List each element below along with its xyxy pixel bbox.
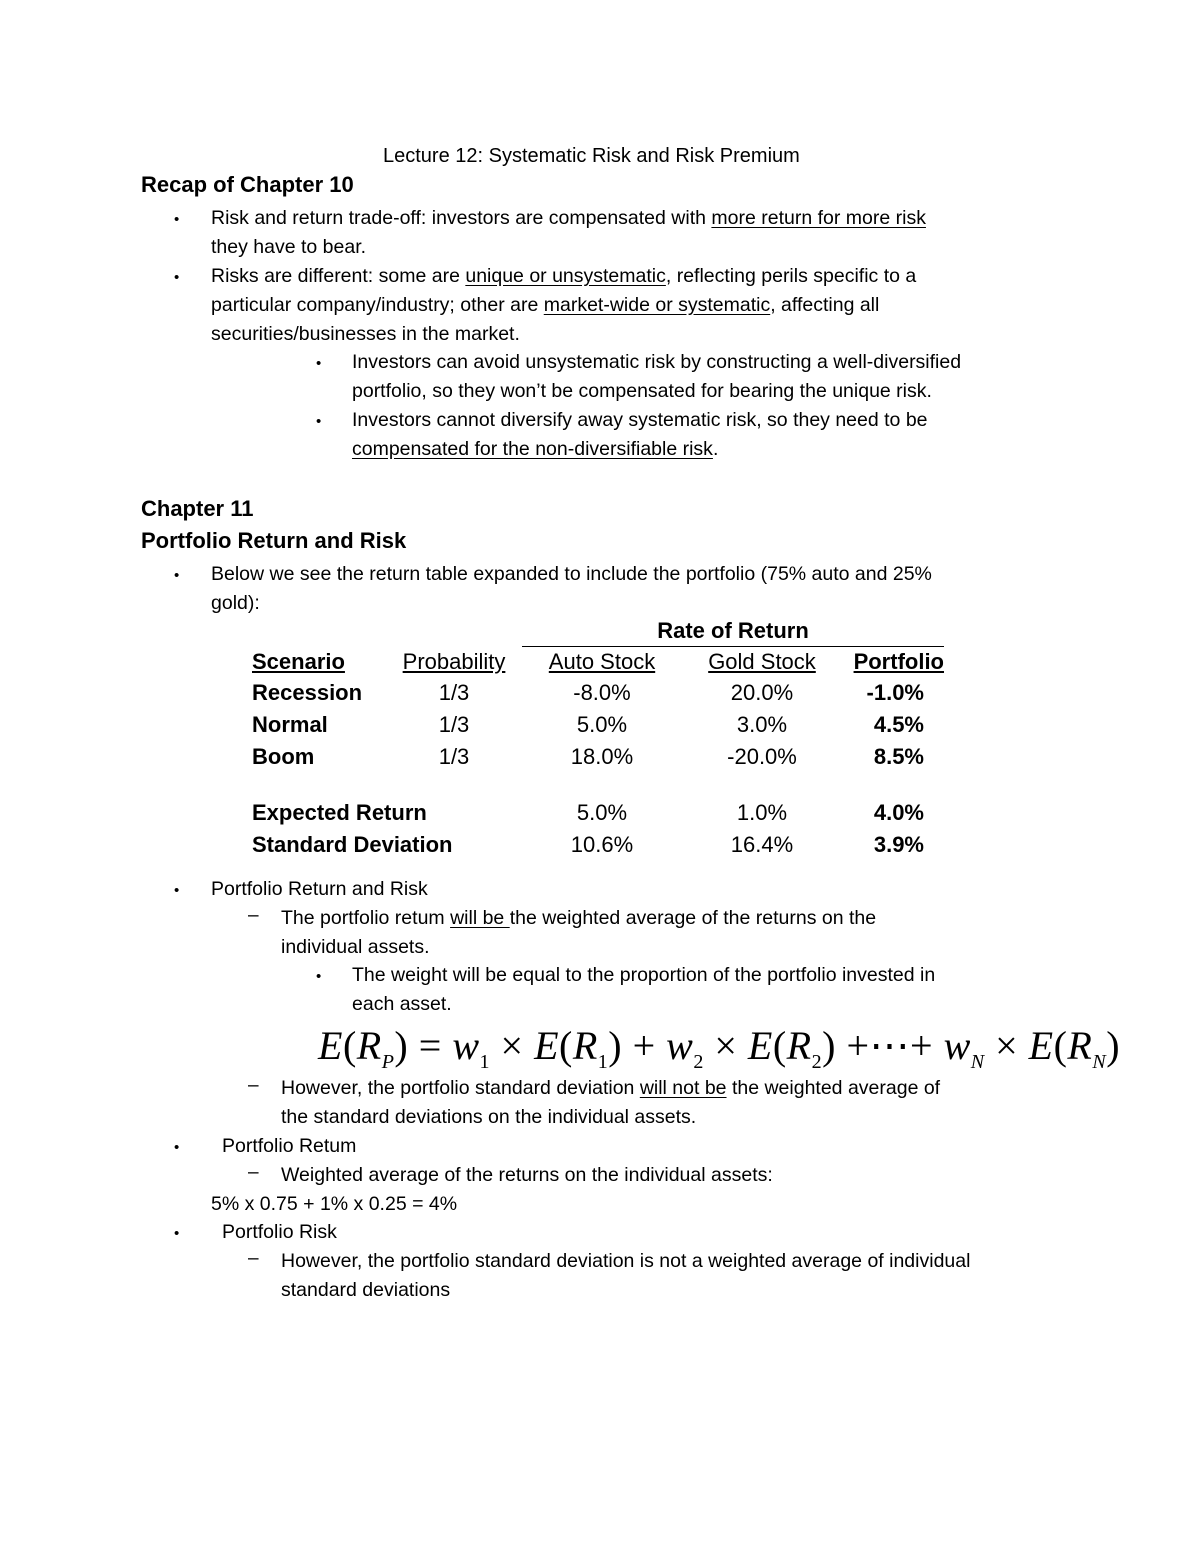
bullet-icon: • [174,567,180,584]
bullet-icon: • [174,269,180,286]
chapter-heading: Chapter 11 [141,496,254,521]
cell-gold: 1.0% [736,800,788,825]
dash-icon: – [248,1075,259,1096]
prr-sub-line-2: each asset. [352,993,452,1015]
cell-portfolio: 4.5% [873,712,924,737]
table-row [252,709,944,741]
intro-line-2: gold): [211,592,260,614]
header-auto-stock: Auto Stock [548,649,656,674]
prisk-dash-line-1: However, the portfolio standard deviation is not a weighted average of individual [281,1250,971,1272]
cell-probability: 1/3 [438,744,470,769]
cell-summary-label: Standard Deviation [252,832,453,857]
bullet-icon: • [316,355,322,372]
cell-summary-label: Expected Return [252,800,427,825]
recap-sub-bullet-1-line-2: portfolio, so they won’t be compensated for bearing the unique risk. [352,380,932,402]
bullet-icon: • [174,1139,180,1156]
table-row [252,829,944,861]
cell-probability: 1/3 [438,712,470,737]
prisk-label: Portfolio Risk [222,1221,337,1243]
bullet-icon: • [174,882,180,899]
pret-label: Portfolio Retum [222,1135,357,1157]
cell-auto: 5.0% [576,712,628,737]
cell-auto: -8.0% [573,680,631,705]
cell-portfolio: 3.9% [873,832,924,857]
table-row [252,797,944,829]
recap-bullet-1-line-2: they have to bear. [211,236,367,258]
recap-bullet-2-line-3: securities/businesses in the market. [211,323,520,345]
cell-auto: 18.0% [570,744,634,769]
table-row [252,741,944,773]
dash-icon: – [248,905,259,926]
section-heading: Portfolio Return and Risk [141,528,407,553]
cell-auto: 5.0% [576,800,628,825]
pret-dash-line: Weighted average of the returns on the individual assets: [281,1164,773,1186]
dash-icon: – [248,1248,259,1269]
cell-gold: 16.4% [730,832,794,857]
portfolio-return-formula: $E(R_P) = w_1 \times E(R_1) + w_2 \times E(R_2)$ +⋯+ $w_N \times E(R_N)$ [318,1023,1121,1073]
recap-sub-bullet-2-line-2: compensated for the non-diversifiable risk. [352,438,719,460]
recap-bullet-2-line-1: Risks are different: some are unique or unsystematic, reflecting perils specific to a [211,265,917,287]
header-portfolio: Portfolio [853,649,944,674]
prr-label: Portfolio Return and Risk [211,878,428,900]
header-gold-stock: Gold Stock [708,649,816,674]
recap-heading: Recap of Chapter 10 [141,172,354,197]
cell-portfolio: -1.0% [866,680,924,705]
prisk-dash-line-2: standard deviations [281,1279,451,1301]
cell-scenario: Normal [252,712,328,737]
header-probability: Probability [402,648,506,674]
intro-line-1: Below we see the return table expanded to include the portfolio (75% auto and 25% [211,563,932,585]
prr-dash-1-line-2: individual assets. [281,936,430,958]
cell-scenario: Recession [252,680,363,705]
cell-gold: 20.0% [730,680,794,705]
group-header-rate-of-return: Rate of Return [522,616,944,647]
bullet-icon: • [316,413,322,430]
bullet-icon: • [174,1225,180,1242]
table-row [252,677,944,709]
cell-scenario: Boom [252,744,315,769]
recap-sub-bullet-2-line-1: Investors cannot diversify away systematic risk, so they need to be [352,409,928,431]
prr-dash-1-line-1: The portfolio retum will be the weighted average of the returns on the [281,907,877,929]
page-title: Lecture 12: Systematic Risk and Risk Premium [383,145,800,167]
cell-portfolio: 8.5% [873,744,924,769]
cell-probability: 1/3 [438,680,470,705]
prr-sub-line-1: The weight will be equal to the proportion of the portfolio invested in [352,964,936,986]
cell-auto: 10.6% [570,832,634,857]
recap-bullet-1-line-1: Risk and return trade-off: investors are compensated with more return for more risk [211,207,926,229]
prr-dash-2-line-1: However, the portfolio standard deviation will not be the weighted average of [281,1077,941,1099]
recap-bullet-2-line-2: particular company/industry; other are market-wide or systematic, affecting all [211,294,880,316]
bullet-icon: • [174,211,180,228]
header-scenario: Scenario [252,648,345,674]
prr-dash-2-line-2: the standard deviations on the individual assets. [281,1106,697,1128]
return-table [252,616,944,861]
dash-icon: – [248,1162,259,1183]
recap-sub-bullet-1-line-1: Investors can avoid unsystematic risk by constructing a well-diversified [352,351,962,373]
bullet-icon: • [316,968,322,985]
cell-gold: -20.0% [727,744,797,769]
cell-portfolio: 4.0% [873,800,924,825]
cell-gold: 3.0% [736,712,788,737]
pret-calculation: 5% x 0.75 + 1% x 0.25 = 4% [211,1193,458,1215]
